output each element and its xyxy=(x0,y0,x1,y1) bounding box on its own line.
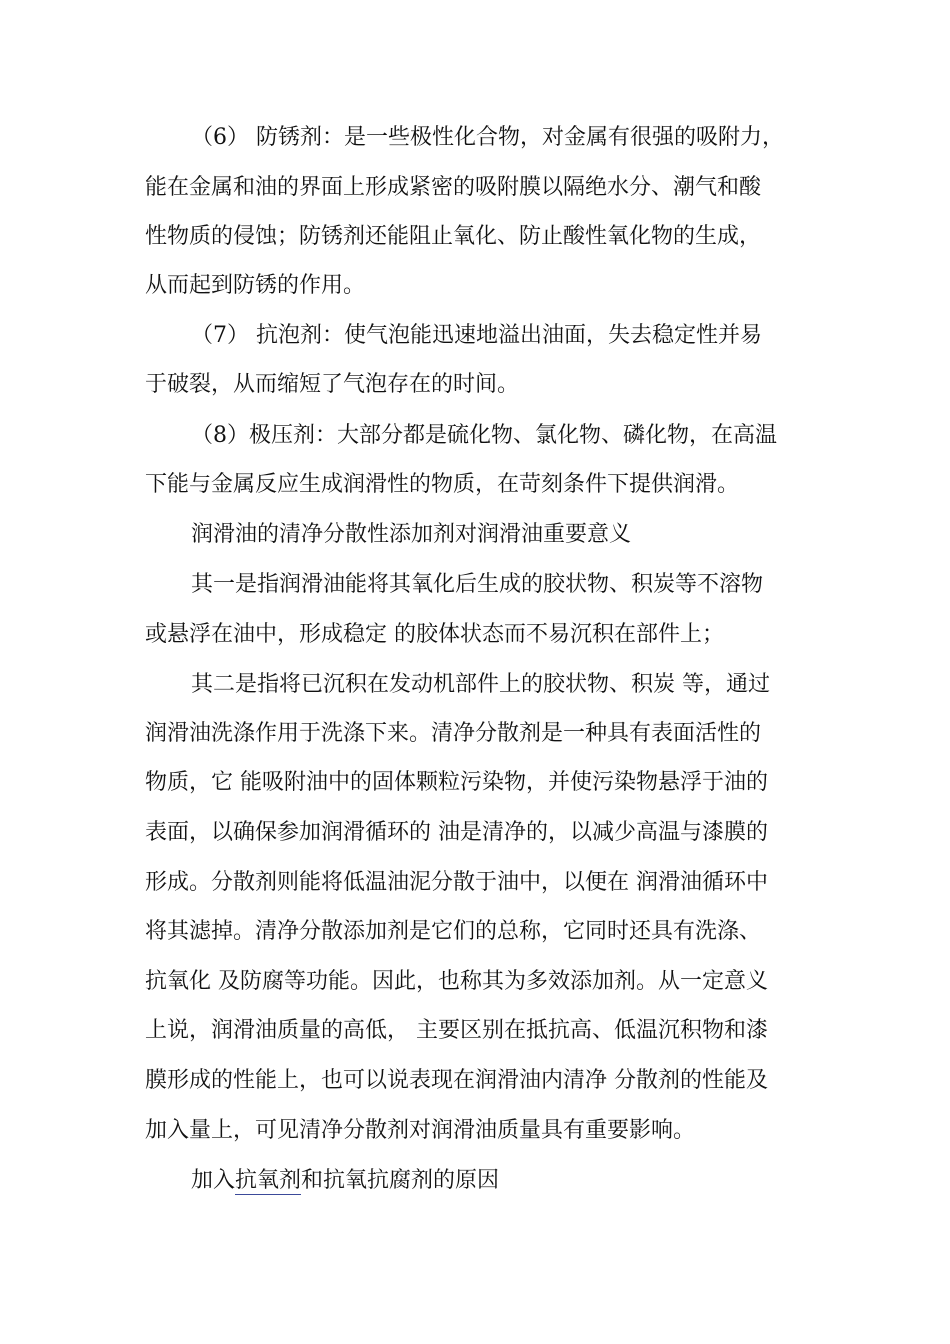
paragraph-7-line-2: 于破裂，从而缩短了气泡存在的时间。 xyxy=(145,372,520,397)
paragraph-6-line-2: 能在金属和油的界面上形成紧密的吸附膜以隔绝水分、潮气和酸 xyxy=(145,175,762,200)
paragraph-second-line-4: 表面，以确保参加润滑循环的 油是清净的，以减少高温与漆膜的 xyxy=(145,820,768,845)
paragraph-8-line-1: （8）极压剂：大部分都是硫化物、氯化物、磷化物，在高温 xyxy=(191,423,777,448)
paragraph-6-line-3: 性物质的侵蚀；防锈剂还能阻止氧化、防止酸性氧化物的生成， xyxy=(145,224,762,249)
paragraph-first-line-1: 其一是指润滑油能将其氧化后生成的胶状物、积炭等不溶物 xyxy=(191,572,764,597)
paragraph-second-line-7: 抗氧化 及防腐等功能。因此，也称其为多效添加剂。从一定意义 xyxy=(145,969,768,994)
section-heading-1: 润滑油的清净分散性添加剂对润滑油重要意义 xyxy=(191,522,632,547)
paragraph-second-line-6: 将其滤掉。清净分散添加剂是它们的总称，它同时还具有洗涤、 xyxy=(145,919,762,944)
paragraph-6-line-1: （6） 防锈剂：是一些极性化合物，对金属有很强的吸附力， xyxy=(191,125,784,150)
heading-2-prefix: 加入 xyxy=(191,1168,236,1193)
paragraph-8-line-2: 下能与金属反应生成润滑性的物质，在苛刻条件下提供润滑。 xyxy=(145,472,740,497)
paragraph-second-line-1: 其二是指将已沉积在发动机部件上的胶状物、积炭 等，通过 xyxy=(191,672,770,697)
paragraph-second-line-2: 润滑油洗涤作用于洗涤下来。清净分散剂是一种具有表面活性的 xyxy=(145,721,762,746)
paragraph-second-line-8: 上说，润滑油质量的高低， 主要区别在抵抗高、低温沉积物和漆 xyxy=(145,1018,768,1043)
paragraph-second-line-9: 膜形成的性能上，也可以说表现在润滑油内清净 分散剂的性能及 xyxy=(145,1068,768,1093)
paragraph-second-line-5: 形成。分散剂则能将低温油泥分散于油中，以便在 润滑油循环中 xyxy=(145,870,768,895)
heading-2-suffix: 和抗氧抗腐剂的原因 xyxy=(301,1168,500,1193)
paragraph-second-line-3: 物质，它 能吸附油中的固体颗粒污染物，并使污染物悬浮于油的 xyxy=(145,770,768,795)
paragraph-first-line-2: 或悬浮在油中，形成稳定 的胶体状态而不易沉积在部件上； xyxy=(145,622,724,647)
paragraph-7-line-1: （7） 抗泡剂：使气泡能迅速地溢出油面，失去稳定性并易 xyxy=(191,323,762,348)
section-heading-2 xyxy=(191,1166,805,1196)
antioxidant-link[interactable]: 抗氧剂 xyxy=(235,1168,302,1193)
paragraph-6-line-4: 从而起到防锈的作用。 xyxy=(145,273,366,298)
paragraph-second-line-10: 加入量上，可见清净分散剂对润滑油质量具有重要影响。 xyxy=(145,1118,696,1143)
